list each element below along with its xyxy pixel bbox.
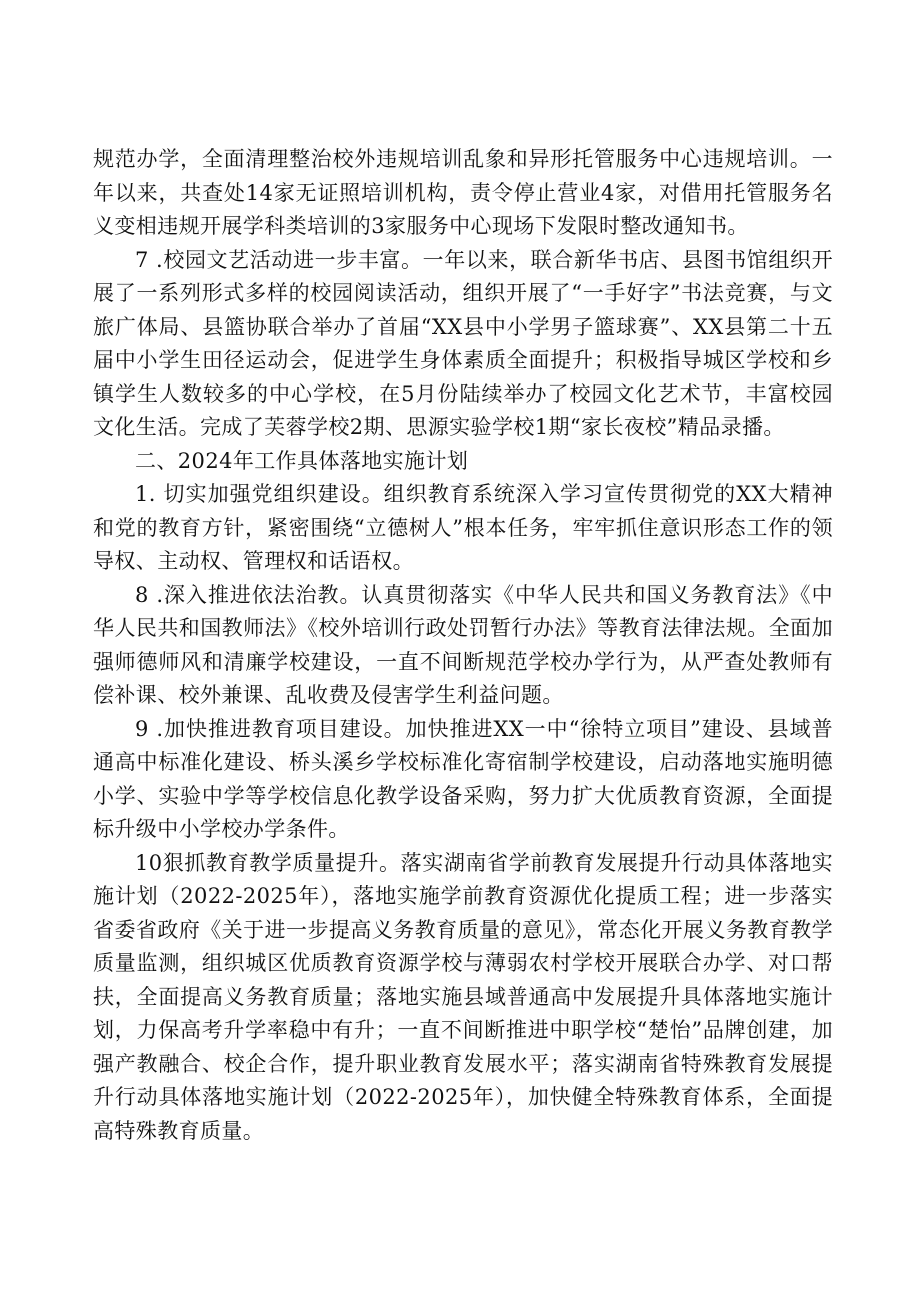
paragraph-item-1-party-building: 1. 切实加强党组织建设。组织教育系统深入学习宣传贯彻党的XX大精神和党的教育方针，紧密围绕“立德树人”根本任务，牢牢抓住意识形态工作的领导权、主动权、管理权和话语权。 <box>93 482 833 573</box>
section-heading-2024-plan: 二、2024年工作具体落地实施计划 <box>135 448 469 473</box>
paragraph-item-9-projects: 9 .加快推进教育项目建设。加快推进XX一中“徐特立项目”建设、县域普通高中标准化建设、桥头溪乡学校标准化寄宿制学校建设，启动落地实施明德小学、实验中学等学校信息化教学设备采购，努力扩大优质教育资源，全面提标升级中小学校办学条件。 <box>93 716 833 841</box>
paragraph-item-7-campus-culture: 7 .校园文艺活动进一步丰富。一年以来，联合新华书店、县图书馆组织开展了一系列形式多样的校园阅读活动，组织开展了“一手好字”书法竞赛，与文旅广体局、县篮协联合举办了首届“XX县中小学男子篮球赛”、XX县第二十五届中小学生田径运动会，促进学生身体素质全面提升；积极指导城区学校和乡镇学生人数较多的中心学校，在5月份陆续举办了校园文化艺术节，丰富校园文化生活。完成了芙蓉学校2期、思源实验学校1期“家长夜校”精品录播。 <box>93 247 833 439</box>
document-body <box>93 143 833 1148</box>
paragraph-item-10-quality: 10狠抓教育教学质量提升。落实湖南省学前教育发展提升行动具体落地实施计划（2022-2025年），落地实施学前教育资源优化提质工程；进一步落实省委省政府《关于进一步提高义务教育质量的意见》，常态化开展义务教育教学质量监测，组织城区优质教育资源学校与薄弱农村学校开展联合办学、对口帮扶，全面提高义务教育质量；落地实施县域普通高中发展提升具体落地实施计划，力保高考升学率稳中有升；一直不间断推进中职学校“楚怡”品牌创建，加强产教融合、校企合作，提升职业教育发展水平；落实湖南省特殊教育发展提升行动具体落地实施计划（2022-2025年），加快健全特殊教育体系，全面提高特殊教育质量。 <box>93 850 833 1143</box>
paragraph-regulation-continued: 规范办学，全面清理整治校外违规培训乱象和异形托管服务中心违规培训。一年以来，共查处14家无证照培训机构，责令停止营业4家，对借用托管服务名义变相违规开展学科类培训的3家服务中心现场下发限时整改通知书。 <box>93 147 833 238</box>
paragraph-item-8-rule-of-law: 8 .深入推进依法治教。认真贯彻落实《中华人民共和国义务教育法》《中华人民共和国教师法》《校外培训行政处罚暂行办法》等教育法律法规。全面加强师德师风和清廉学校建设，一直不间断规范学校办学行为，从严查处教师有偿补课、校外兼课、乱收费及侵害学生利益问题。 <box>93 582 833 707</box>
